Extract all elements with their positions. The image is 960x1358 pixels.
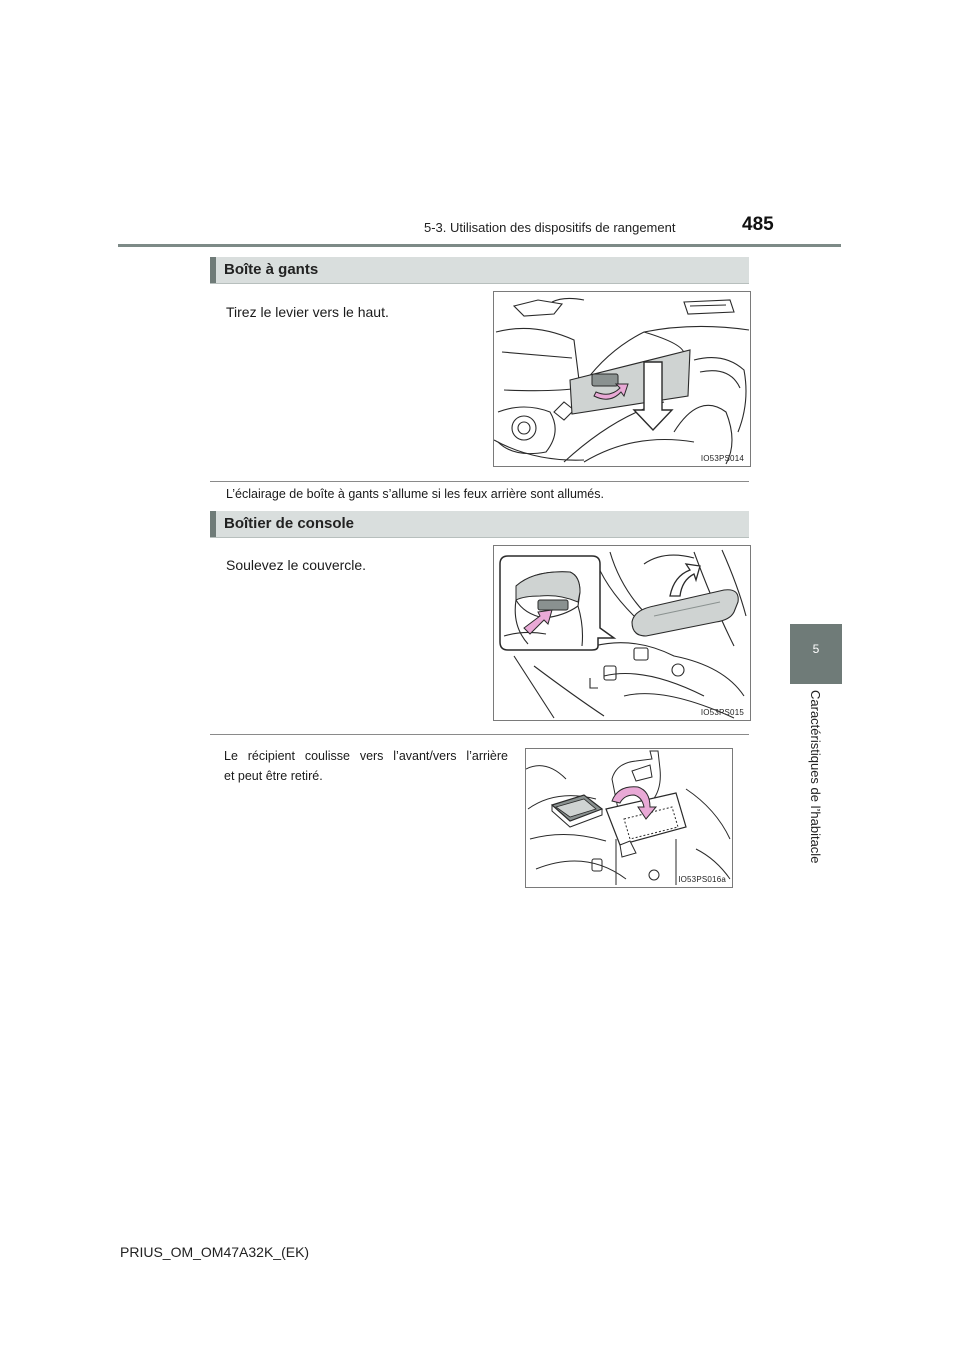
chapter-tab (790, 624, 842, 684)
figure-code: IO53PS016a (678, 875, 726, 884)
note-line: Le récipient coulisse vers l’avant/vers l’arrière (224, 749, 508, 763)
chapter-title: Caractéristiques de l’habitacle (808, 690, 823, 864)
console-drawing (494, 546, 750, 720)
divider (210, 481, 749, 482)
header-rule (118, 244, 841, 247)
figure-code: IO53PS014 (700, 454, 744, 463)
tray-drawing (526, 749, 732, 887)
note-line: et peut être retiré. (224, 769, 323, 783)
chapter-number: 5 (812, 642, 820, 656)
section-heading-console (210, 511, 749, 538)
document-id: PRIUS_OM_OM47A32K_(EK) (120, 1244, 310, 1260)
figure-code: IO53PS015 (700, 708, 744, 717)
note-text (224, 746, 508, 786)
section-title: Boîte à gants (224, 261, 319, 278)
chapter-title-vertical (808, 690, 826, 870)
divider (210, 734, 749, 735)
section-title: Boîtier de console (224, 515, 355, 532)
tray-illustration (525, 748, 733, 888)
page-number: 485 (742, 214, 774, 235)
section-marker (210, 511, 216, 537)
glovebox-illustration (493, 291, 751, 467)
instruction-text: Tirez le levier vers le haut. (226, 304, 389, 320)
note-text: L’éclairage de boîte à gants s’allume si les feux arrière sont allumés. (226, 487, 604, 501)
section-marker (210, 257, 216, 283)
console-box-illustration (493, 545, 751, 721)
running-header: 5-3. Utilisation des dispositifs de rangement (424, 220, 676, 235)
instruction-text: Soulevez le couvercle. (226, 557, 367, 573)
section-heading-glovebox (210, 257, 749, 284)
glovebox-drawing (494, 292, 750, 466)
